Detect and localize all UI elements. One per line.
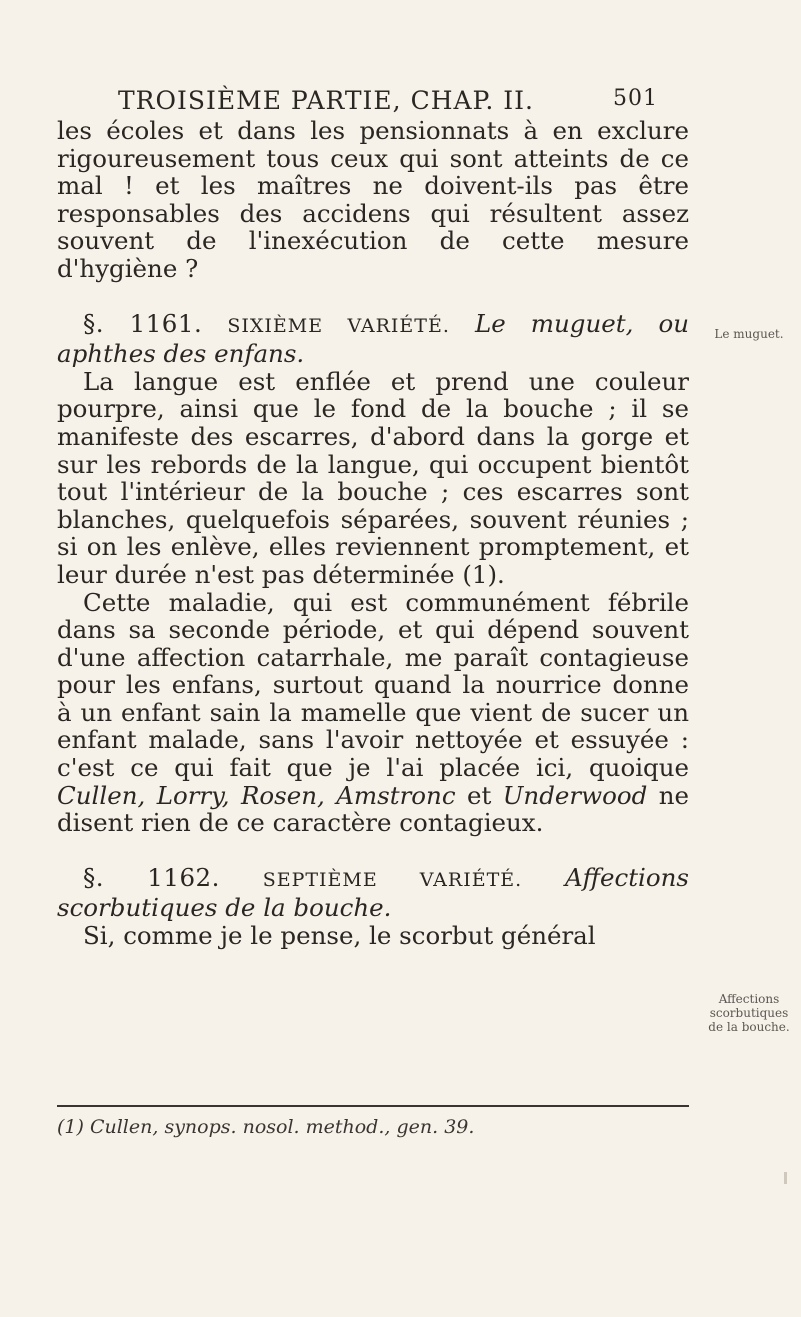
footnote-rule [57, 1105, 689, 1107]
paragraph-spacer [57, 283, 689, 310]
margin-note-line: scorbutiques [709, 1006, 789, 1020]
body-text [57, 117, 689, 950]
margin-note-line: de la bouche. [708, 1020, 790, 1034]
margin-note-muguet: Le muguet. [714, 327, 784, 341]
contagion-text: Cette maladie, qui est communément fébrile dans sa seconde période, et qui dépend souvent d'une affection catarrhale, me paraît contagieuse pour les enfans, surtout quand la nourrice donne à un enfant sain la mamelle que vient de sucer un enfant malade, sans l'avoir nettoyée et essuyée : c'est ce qui fait que je l'ai placée ici, quoique [57, 587, 689, 783]
section-1162-heading [57, 864, 689, 922]
margin-note-line: Affections [718, 992, 780, 1006]
margin-note-scorbutiques [706, 992, 792, 1034]
paragraph-contagion [57, 589, 689, 837]
cited-authors: Cullen, Lorry, Rosen, Amstronc [57, 780, 456, 810]
section-title: Affections scorbutiques de la bouche. [57, 862, 689, 923]
paper-speck [784, 1172, 787, 1184]
section-1161-heading [57, 310, 689, 368]
section-number: §. 1162. [83, 862, 220, 892]
section-number: §. 1161. [83, 308, 203, 338]
running-head [118, 86, 658, 116]
contagion-ending: ne disent rien de ce caractère contagieux. [57, 780, 689, 838]
paragraph-spacer [57, 837, 689, 864]
author-connector: et [455, 780, 503, 810]
page-number: 501 [613, 86, 658, 111]
footnote: (1) Cullen, synops. nosol. method., gen. 39. [57, 1116, 475, 1138]
running-head-title: TROISIÈME PARTIE, CHAP. II. [118, 86, 534, 115]
section-variety-label: SEPTIÈME VARIÉTÉ. [262, 868, 523, 891]
cited-author-last: Underwood [502, 780, 648, 810]
paragraph-continuation: les écoles et dans les pensionnats à en exclure rigoureusement tous ceux qui sont atteints de ce mal ! et les maîtres ne doivent-ils pas être responsables des accidens qui résultent assez souvent de l'inexécution de cette mesure d'hygiène ? [57, 116, 689, 283]
section-variety-label: SIXIÈME VARIÉTÉ. [227, 314, 450, 337]
paragraph-muguet-symptoms: La langue est enflée et prend une couleur pourpre, ainsi que le fond de la bouche ; il se manifeste des escarres, d'abord dans la gorge et sur les rebords de la langue, qui occupent bientôt tout l'intérieur de la bouche ; ces escarres sont blanches, quelquefois séparées, souvent réunies ; si on les enlève, elles reviennent promptement, et leur durée n'est pas déterminée (1). [57, 366, 689, 589]
section-title: Le muguet, ou aphthes des enfans. [57, 308, 690, 369]
paragraph-scorbut: Si, comme je le pense, le scorbut général [83, 921, 596, 951]
